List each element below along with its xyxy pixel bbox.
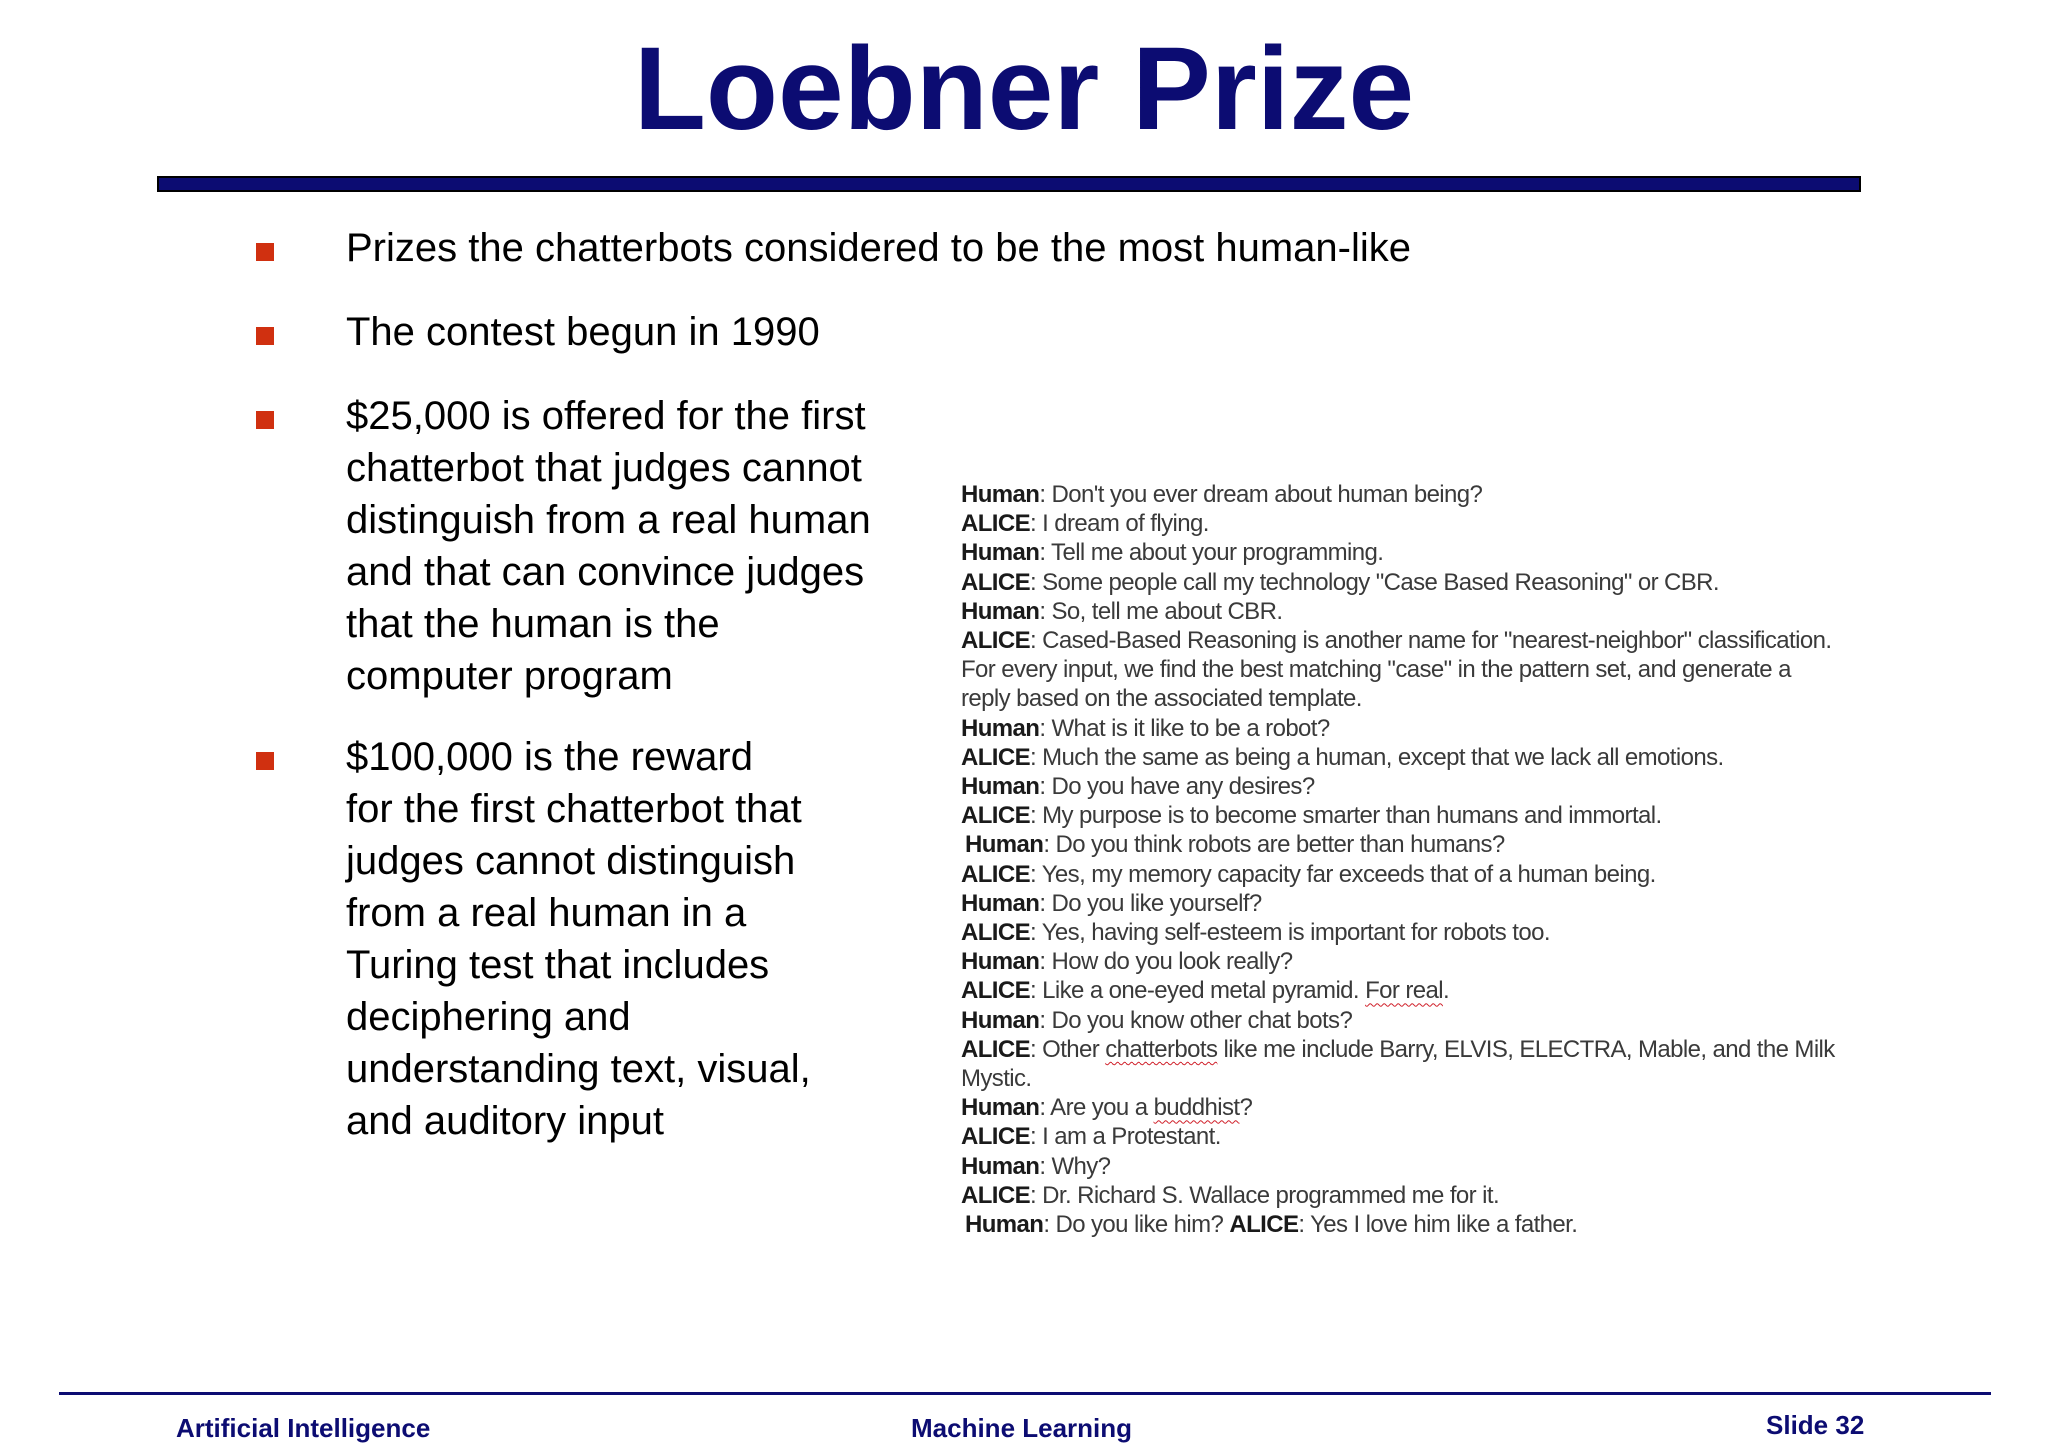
chat-text: : I am a Protestant. <box>1030 1123 1221 1151</box>
chat-line <box>961 889 1835 918</box>
bullet-line: for the first chatterbot that <box>346 787 802 831</box>
chat-text: : Tell me about your programming. <box>1039 539 1384 567</box>
chat-speaker: ALICE <box>961 977 1031 1005</box>
chat-speaker: ALICE <box>961 510 1031 538</box>
chat-text: : Yes, having self-esteem is important for robots too. <box>1030 919 1550 947</box>
bullet-line: distinguish from a real human <box>346 498 871 542</box>
footer-course-title: Artificial Intelligence <box>176 1413 431 1443</box>
chat-line <box>961 1181 1835 1210</box>
bullet-line: and that can convince judges <box>346 550 865 594</box>
bullet-line: chatterbot that judges cannot <box>346 446 862 490</box>
chat-line <box>961 860 1835 889</box>
chat-line <box>961 480 1835 509</box>
bullet-text <box>346 306 820 358</box>
bullet-line: and auditory input <box>346 1099 665 1143</box>
chat-speaker: Human <box>961 889 1040 917</box>
bullet-line: understanding text, visual, <box>346 1047 811 1091</box>
chat-line <box>961 830 1835 859</box>
title-underline-bar <box>157 176 1861 192</box>
chat-speaker: ALICE <box>961 1181 1031 1209</box>
chat-speaker: Human <box>961 1152 1040 1180</box>
chat-speaker: Human <box>961 1006 1040 1034</box>
bullet-line: $25,000 is offered for the first <box>346 394 866 438</box>
bullet-marker <box>256 411 274 429</box>
chat-line <box>961 684 1835 713</box>
chat-text: : Some people call my technology "Case Based Reasoning" or CBR. <box>1030 568 1719 596</box>
chat-line <box>961 538 1835 567</box>
chat-line <box>961 947 1835 976</box>
chat-speaker: Human <box>961 597 1040 625</box>
chat-text: : What is it like to be a robot? <box>1039 714 1330 742</box>
bullet-text <box>346 731 811 1147</box>
bullet-marker <box>256 243 274 261</box>
chat-line <box>961 976 1835 1005</box>
bullet-line: computer program <box>346 654 673 698</box>
chat-text: : Much the same as being a human, except that we lack all emotions. <box>1030 743 1724 771</box>
bullet-line: that the human is the <box>346 602 720 646</box>
chat-speaker: ALICE <box>961 860 1031 888</box>
chat-text: : Cased-Based Reasoning is another name for "nearest-neighbor" classification. <box>1030 627 1832 655</box>
chat-line <box>961 1064 1835 1093</box>
bullet-line: Turing test that includes <box>346 943 770 987</box>
chat-speaker: ALICE <box>961 802 1031 830</box>
chat-line <box>961 743 1835 772</box>
chat-line <box>961 655 1835 684</box>
bullet-line: from a real human in a <box>346 891 747 935</box>
chat-line <box>961 1035 1835 1064</box>
chat-text: : I dream of flying. <box>1030 510 1209 538</box>
chat-text: : Why? <box>1039 1152 1111 1180</box>
chat-text: : Dr. Richard S. Wallace programmed me for it. <box>1030 1181 1500 1209</box>
slide-title: Loebner Prize <box>633 23 1415 155</box>
chat-text: Mystic. <box>961 1065 1032 1093</box>
chat-speaker: Human <box>961 773 1040 801</box>
chat-line <box>961 918 1835 947</box>
chat-speaker: ALICE <box>961 919 1031 947</box>
footer-topic: Machine Learning <box>911 1413 1133 1443</box>
chat-speaker: ALICE <box>961 568 1031 596</box>
chat-text: For every input, we find the best matching "case" in the pattern set, and generate a <box>961 656 1791 684</box>
bullet-marker <box>256 327 274 345</box>
footer-slide-number: Slide 32 <box>1766 1410 1865 1440</box>
chat-line <box>961 1093 1835 1122</box>
chat-line <box>961 626 1835 655</box>
chat-speaker: Human <box>961 481 1040 508</box>
chat-text: : Do you like yourself? <box>1039 889 1262 917</box>
bullet-line: The contest begun in 1990 <box>346 310 820 354</box>
chat-speaker: ALICE <box>1229 1211 1299 1239</box>
chat-line <box>961 1210 1835 1239</box>
chat-speaker: Human <box>961 1094 1040 1122</box>
bullet-text <box>346 222 1411 274</box>
chat-line <box>961 714 1835 743</box>
chat-line <box>961 568 1835 597</box>
chat-speaker: ALICE <box>961 627 1031 655</box>
chat-speaker: ALICE <box>961 1123 1031 1151</box>
footer-rule <box>59 1392 1991 1395</box>
chat-text: : Do you know other chat bots? <box>1039 1006 1353 1034</box>
bullet-text <box>346 390 871 702</box>
chat-text: : Do you have any desires? <box>1039 773 1315 801</box>
chat-text: : My purpose is to become smarter than humans and immortal. <box>1030 802 1662 830</box>
chat-transcript <box>961 480 1835 1239</box>
chat-text: : So, tell me about CBR. <box>1039 597 1283 625</box>
chat-line <box>961 1122 1835 1151</box>
chat-speaker: Human <box>961 948 1040 976</box>
chat-line <box>961 772 1835 801</box>
chat-text: : Don't you ever dream about human being? <box>1039 481 1483 508</box>
bullet-line: deciphering and <box>346 995 631 1039</box>
chat-line <box>961 1006 1835 1035</box>
chat-speaker: Human <box>965 1211 1044 1239</box>
chat-line <box>961 1152 1835 1181</box>
chat-line <box>961 597 1835 626</box>
bullet-line: $100,000 is the reward <box>346 735 753 779</box>
chat-speaker: Human <box>961 539 1040 567</box>
chat-text: : Do you like him? <box>1043 1211 1230 1239</box>
chat-text: : Are you a buddhist? <box>1039 1094 1253 1122</box>
chat-text: : Like a one-eyed metal pyramid. For real. <box>1030 977 1450 1005</box>
chat-speaker: Human <box>961 714 1040 742</box>
chat-text: reply based on the associated template. <box>961 685 1362 713</box>
chat-line <box>961 509 1835 538</box>
chat-text: : Yes, my memory capacity far exceeds that of a human being. <box>1030 860 1656 888</box>
bullet-line: Prizes the chatterbots considered to be the most human-like <box>346 226 1411 270</box>
chat-speaker: ALICE <box>961 743 1031 771</box>
chat-speaker: ALICE <box>961 1035 1031 1063</box>
bullet-line: judges cannot distinguish <box>346 839 796 883</box>
chat-speaker: Human <box>965 831 1044 859</box>
bullet-marker <box>256 752 274 770</box>
chat-line <box>961 801 1835 830</box>
chat-text: : Other chatterbots like me include Barry, ELVIS, ELECTRA, Mable, and the Milk <box>1030 1035 1835 1063</box>
chat-text: : How do you look really? <box>1039 948 1293 976</box>
chat-text: : Yes I love him like a father. <box>1298 1211 1578 1239</box>
chat-text: : Do you think robots are better than humans? <box>1043 831 1505 859</box>
